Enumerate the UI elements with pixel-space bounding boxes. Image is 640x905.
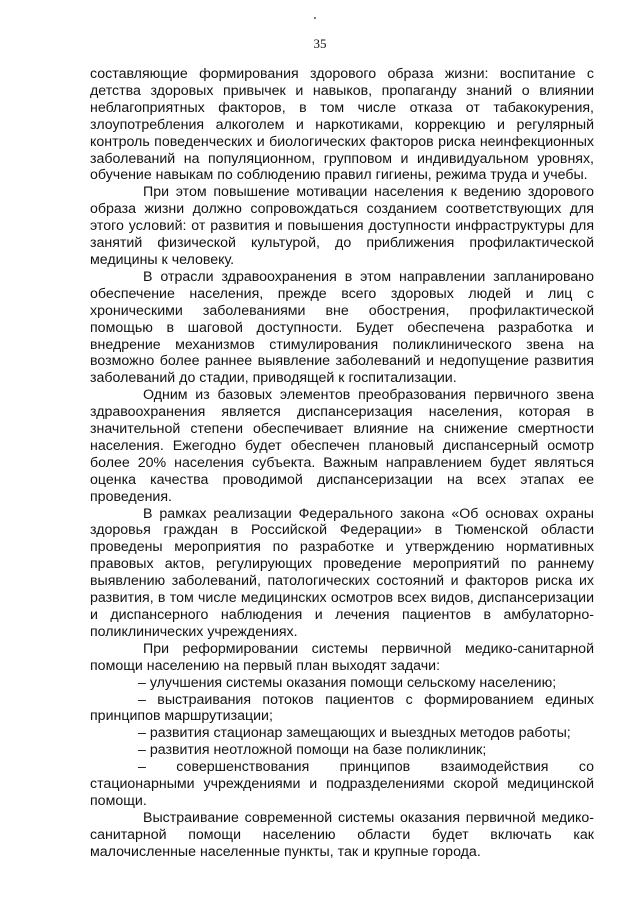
paragraph-federal-law: В рамках реализации Федерального закона «Об основах охраны здоровья граждан в Российской Федерации» в Тюменской области проведены мероприятия по разработке и утверждению нормативных правовых актов, регулирующих проведение мероприятий по раннему выявлению заболеваний, патологических состояний и факторов риска их развития, в том числе медицинских осмотров всех видов, диспансеризации и диспансерного наблюдения и лечения пациентов в амбулаторно-поликлинических учреждениях. <box>90 505 594 640</box>
list-item-outpatient-methods: – развития стационар замещающих и выездных методов работы; <box>138 725 571 742</box>
paragraph-healthcare-sector: В отрасли здравоохранения в этом направлении запланировано обеспечение населения, прежде всего здоровых людей и лиц с хроническими заболеваниями вне обострения, профилактической помощью в шаговой доступности. Будет обеспечена разработка и внедрение механизмов стимулирования поликлинического звена на возможно более раннее выявление заболеваний и недопущение развития заболеваний до стадии, приводящей к госпитализации. <box>90 268 594 387</box>
paragraph-reform-tasks: При реформировании системы первичной медико-санитарной помощи населению на первый план выходят задачи: <box>90 640 594 674</box>
paragraph-dispensarization: Одним из базовых элементов преобразования первичного звена здравоохранения является диспансеризация населения, которая в значительной степени обеспечивает влияние на снижение смертности населения. Ежегодно будет обеспечен плановый диспансерный осмотр более 20% населения субъекта. Важным направлением будет являться оценка качества проводимой диспансеризации на всех этапах ее проведения. <box>90 387 594 505</box>
body-text <box>90 66 594 861</box>
scan-speck <box>314 17 316 19</box>
paragraph-motivation: При этом повышение мотивации населения к ведению здорового образа жизни должно сопровождаться созданием соответствующих для этого условий: от развития и повышения доступности инфраструктуры для занятий физической культурой, до приближения профилактической медицины к человеку. <box>90 184 594 268</box>
list-item-rural-care: – улучшения системы оказания помощи сельскому населению; <box>138 674 557 691</box>
list-item-patient-routing: – выстраивания потоков пациентов с формированием единых принципов маршрутизации; <box>90 691 594 725</box>
list-item-emergency-care: – развития неотложной помощи на базе поликлиник; <box>138 742 487 759</box>
list-item-interaction: – совершенствования принципов взаимодействия со стационарными учреждениями и подразделениями скорой медицинской помощи. <box>90 759 594 809</box>
page-number: 35 <box>313 36 327 51</box>
paragraph-continuation: составляющие формирования здорового образа жизни: воспитание с детства здоровых привычек и навыков, пропаганду знаний о влиянии неблагоприятных факторов, в том числе отказа от табакокурения, злоупотребления алкоголем и наркотиками, коррекцию и регулярный контроль поведенческих и биологических факторов риска неинфекционных заболеваний на популяционном, групповом и индивидуальном уровнях, обучение навыкам по соблюдению правил гигиены, режима труда и учебы. <box>90 66 594 184</box>
paragraph-conclusion: Выстраивание современной системы оказания первичной медико-санитарной помощи населению области будет включать как малочисленные населенные пункты, так и крупные города. <box>90 809 594 860</box>
